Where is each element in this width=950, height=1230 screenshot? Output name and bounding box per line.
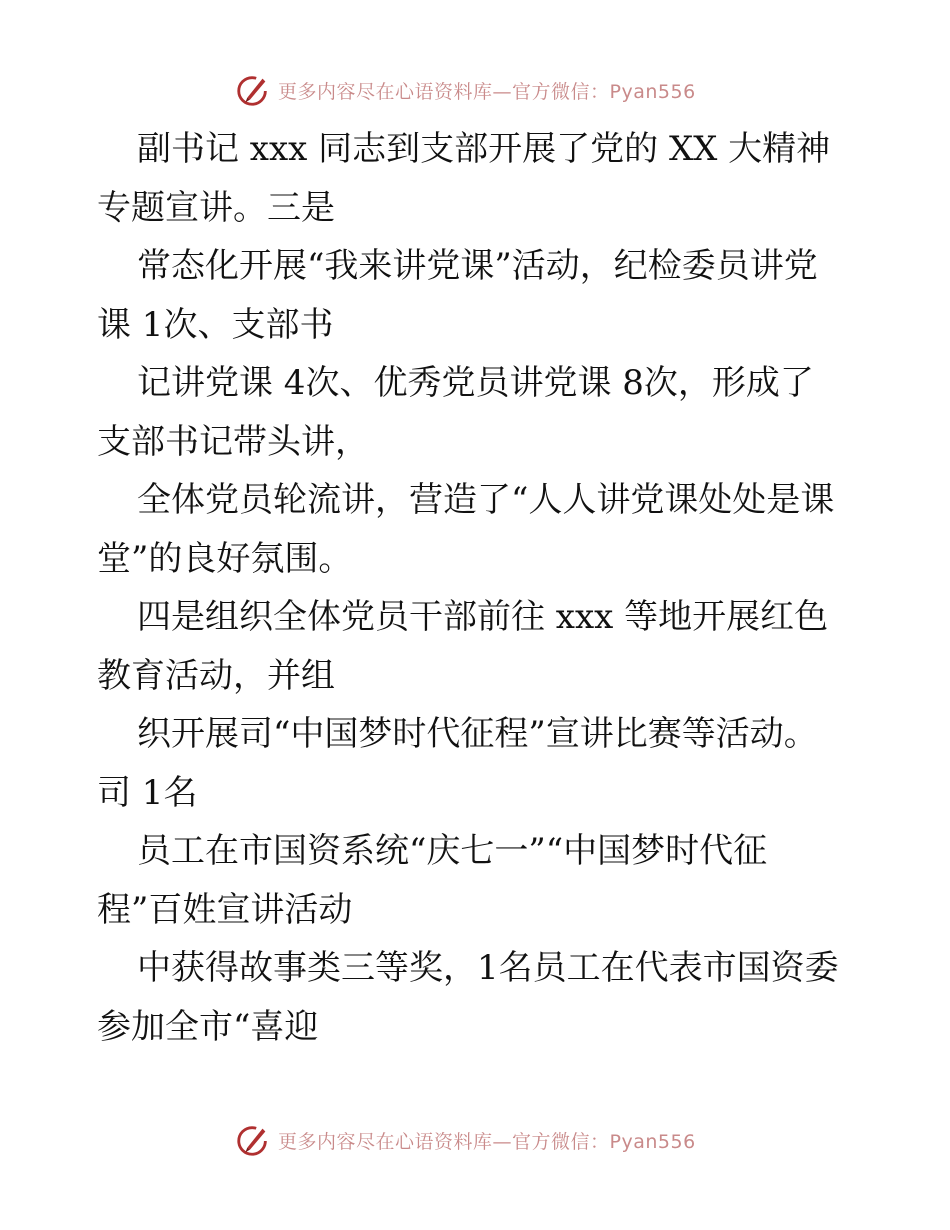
watermark-text: 更多内容尽在心语资料库—官方微信：Pyan556 xyxy=(278,80,696,103)
text-line: 常态化开展“我来讲党课”活动，纪检委员讲党 xyxy=(137,246,818,286)
text-line: 程”百姓宣讲活动 xyxy=(97,889,353,930)
text-line: 织开展司“中国梦时代征程”宣讲比赛等活动。 xyxy=(137,714,818,754)
text-line: 中获得故事类三等奖，1名员工在代表市国资委 xyxy=(137,948,839,988)
text-line: 全体党员轮流讲，营造了“人人讲党课处处是课 xyxy=(137,480,835,520)
text-line: 支部书记带头讲， xyxy=(97,421,369,462)
watermark-id: Pyan556 xyxy=(609,1130,696,1153)
text-line: 专题宣讲。三是 xyxy=(97,187,335,228)
text-line: 堂”的良好氛围。 xyxy=(97,538,353,579)
watermark-footer xyxy=(234,1120,696,1160)
text-line: 员工在市国资系统“庆七一”“中国梦时代征 xyxy=(137,831,768,871)
text-line: 参加全市“喜迎 xyxy=(97,1006,319,1047)
watermark-text: 更多内容尽在心语资料库—官方微信：Pyan556 xyxy=(278,1130,696,1153)
text-line: 课 1次、支部书 xyxy=(97,304,334,345)
watermark-header xyxy=(234,70,696,110)
text-line: 教育活动，并组 xyxy=(97,655,335,696)
text-line: 记讲党课 4次、优秀党员讲党课 8次，形成了 xyxy=(137,363,814,403)
pen-circle-logo-icon xyxy=(234,71,272,109)
text-line: 四是组织全体党员干部前往 xxx 等地开展红色 xyxy=(137,597,829,637)
document-body xyxy=(97,120,877,1056)
text-line: 副书记 xxx 同志到支部开展了党的 XX 大精神 xyxy=(137,129,831,169)
pen-circle-logo-icon xyxy=(234,1121,272,1159)
watermark-id: Pyan556 xyxy=(609,80,696,103)
text-line: 司 1名 xyxy=(97,772,198,813)
